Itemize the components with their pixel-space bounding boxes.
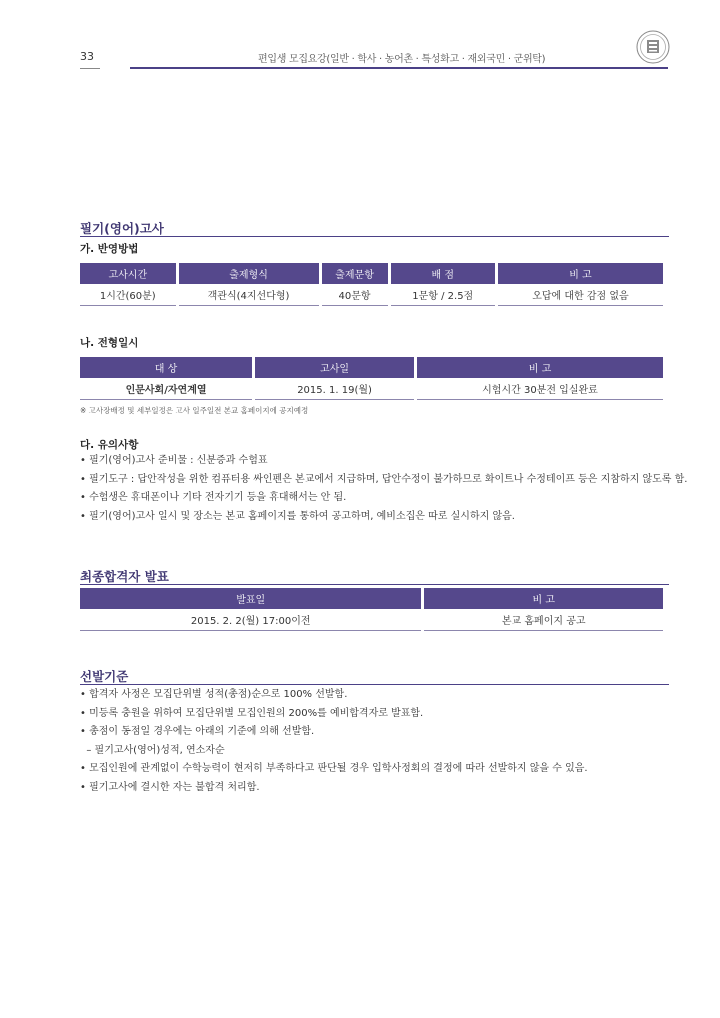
schedule-table: [77, 357, 666, 400]
cautions-subtitle: 다. 유의사항: [80, 439, 139, 451]
list-item: • 필기(영어)고사 일시 및 장소는 본교 홈페이지를 통하여 공고하며, 예비소집은 따로 실시하지 않음.: [80, 510, 515, 522]
method-table: [77, 263, 666, 306]
schedule-cell-date: 2015. 1. 19(월): [255, 378, 414, 400]
table-row: [80, 378, 663, 400]
schedule-header-target: 대 상: [80, 357, 252, 378]
table-row: [80, 609, 663, 631]
schedule-header-date: 고사일: [255, 357, 414, 378]
schedule-table-header-row: [80, 357, 663, 378]
method-header-score: 배 점: [391, 263, 495, 284]
section-rule: [80, 584, 669, 585]
header-rule-short: [80, 68, 100, 69]
cautions-list: [80, 452, 687, 526]
list-item: • 필기도구 : 답안작성을 위한 컴퓨터용 싸인펜은 본교에서 지급하며, 답안수정이 불가하므로 화이트나 수정테이프 등은 지참하지 않도록 함.: [80, 473, 688, 485]
section-rule: [80, 236, 669, 237]
list-item: • 총점이 동점일 경우에는 아래의 기준에 의해 선발함.: [80, 726, 315, 737]
schedule-subtitle: 나. 전형일시: [80, 337, 139, 349]
method-header-time: 고사시간: [80, 263, 176, 284]
schedule-header-remarks: 비 고: [417, 357, 663, 378]
section-title-written-exam: 필기(영어)고사: [80, 221, 164, 236]
announcement-table-header-row: [80, 588, 663, 609]
announcement-cell-date: 2015. 2. 2(월) 17:00이전: [80, 609, 421, 631]
method-header-format: 출제형식: [179, 263, 319, 284]
header-rule: [130, 67, 668, 69]
page-number: 33: [80, 50, 94, 63]
announcement-table: [77, 588, 666, 631]
announcement-header-date: 발표일: [80, 588, 421, 609]
list-item: – 필기고사(영어)성적, 연소자순: [80, 744, 225, 756]
method-cell-format: 객관식(4지선다형): [179, 284, 319, 306]
list-item: • 모집인원에 관계없이 수학능력이 현저히 부족하다고 판단될 경우 입학사정회의 결정에 따라 선발하지 않을 수 있음.: [80, 763, 588, 774]
list-item: • 필기고사에 결시한 자는 불합격 처리함.: [80, 781, 260, 793]
method-header-remarks: 비 고: [498, 263, 663, 284]
list-item: • 미등록 충원을 위하여 모집단위별 모집인원의 200%를 예비합격자로 발표함.: [80, 707, 424, 719]
list-item: • 필기(영어)고사 준비물 : 신분증과 수험표: [80, 455, 268, 466]
method-cell-time: 1시간(60분): [80, 284, 176, 306]
method-subtitle: 가. 반영방법: [80, 243, 139, 255]
table-row: [80, 284, 663, 306]
method-table-header-row: [80, 263, 663, 284]
section-rule: [80, 684, 669, 685]
criteria-list: [80, 686, 588, 797]
running-header: 편입생 모집요강(일반 · 학사 · 농어촌 · 특성화고 · 재외국민 · 군위탁): [258, 54, 546, 65]
method-cell-questions: 40문항: [322, 284, 388, 306]
method-header-questions: 출제문항: [322, 263, 388, 284]
section-title-final-announcement: 최종합격자 발표: [80, 569, 169, 584]
method-cell-remarks: 오답에 대한 감점 없음: [498, 284, 663, 306]
university-seal-icon: [636, 30, 670, 64]
schedule-cell-target: 인문사회/자연계열: [80, 378, 252, 400]
list-item: • 합격자 사정은 모집단위별 성적(총점)순으로 100% 선발함.: [80, 689, 348, 700]
list-item: • 수험생은 휴대폰이나 기타 전자기기 등을 휴대해서는 안 됨.: [80, 492, 347, 503]
section-title-selection-criteria: 선발기준: [80, 669, 129, 684]
schedule-cell-remarks: 시험시간 30분전 입실완료: [417, 378, 663, 400]
method-cell-score: 1문항 / 2.5점: [391, 284, 495, 306]
announcement-cell-remarks: 본교 홈페이지 공고: [424, 609, 663, 631]
schedule-note: ※ 고사장배정 및 세부일정은 고사 일주일전 본교 홈페이지에 공지예정: [80, 406, 309, 415]
announcement-header-remarks: 비 고: [424, 588, 663, 609]
